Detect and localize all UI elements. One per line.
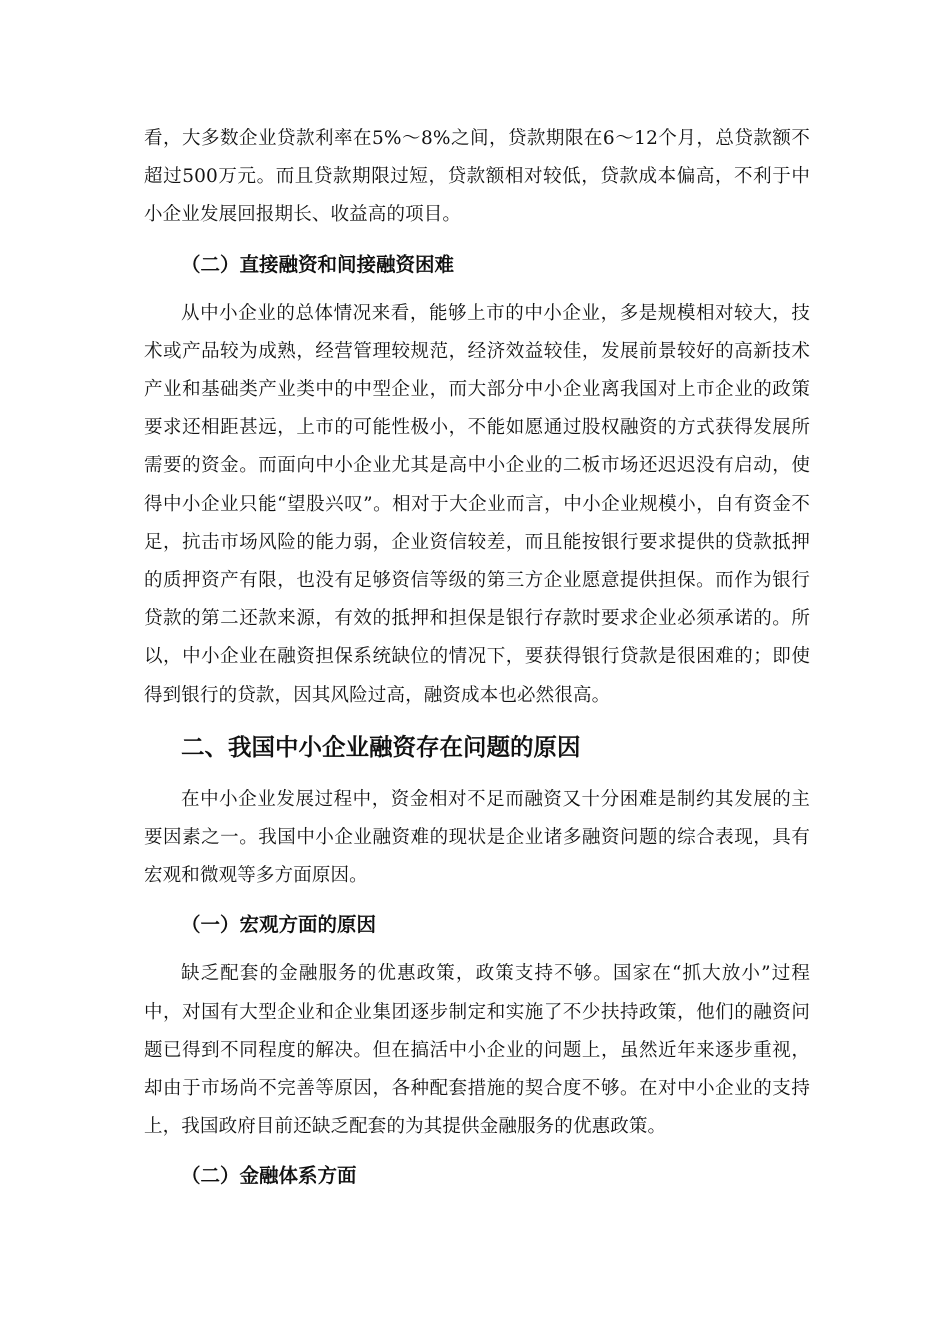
heading-direct-indirect-financing: （二）直接融资和间接融资困难	[181, 252, 455, 276]
paragraph-causes-intro: 在中小企业发展过程中，资金相对不足而融资又十分困难是制约其发展的主要因素之一。我国中小企业融资难的现状是企业诸多融资问题的综合表现，具有宏观和微观等多方面原因。	[144, 788, 810, 887]
paragraph-policy-support: 缺乏配套的金融服务的优惠政策，政策支持不够。国家在“抓大放小”过程中，对国有大型企业和企业集团逐步制定和实施了不少扶持政策，他们的融资问题已得到不同程度的解决。但在搞活中小企业的问题上，虽然近年来逐步重视，却由于市场尚不完善等原因，各种配套措施的契合度不够。在对中小企业的支持上，我国政府目前还缺乏配套的为其提供金融服务的优惠政策。	[144, 963, 810, 1138]
section-heading-causes: 二、我国中小企业融资存在问题的原因	[181, 732, 581, 761]
paragraph-loan-terms: 看，大多数企业贷款利率在5%～8%之间，贷款期限在6～12个月，总贷款额不超过500万元。而且贷款期限过短，贷款额相对较低，贷款成本偏高，不利于中小企业发展回报期长、收益高的项目。	[144, 128, 810, 226]
document-body	[144, 120, 810, 1206]
heading-macro-causes: （一）宏观方面的原因	[181, 913, 377, 937]
paragraph-financing-difficulty: 从中小企业的总体情况来看，能够上市的中小企业，多是规模相对较大，技术或产品较为成熟，经营管理较规范，经济效益较佳，发展前景较好的高新技术产业和基础类产业类中的中型企业，而大部分中小企业离我国对上市企业的政策要求还相距甚远，上市的可能性极小，不能如愿通过股权融资的方式获得发展所需要的资金。而面向中小企业尤其是高中小企业的二板市场还迟迟没有启动，使得中小企业只能“望股兴叹”。相对于大企业而言，中小企业规模小，自有资金不足，抗击市场风险的能力弱，企业资信较差，而且能按银行要求提供的贷款抵押的质押资产有限，也没有足够资信等级的第三方企业愿意提供担保。而作为银行贷款的第二还款来源，有效的抵押和担保是银行存款时要求企业必须承诺的。所以，中小企业在融资担保系统缺位的情况下，要获得银行贷款是很困难的；即使得到银行的贷款，因其风险过高，融资成本也必然很高。	[144, 302, 810, 706]
heading-financial-system: （二）金融体系方面	[181, 1164, 357, 1188]
